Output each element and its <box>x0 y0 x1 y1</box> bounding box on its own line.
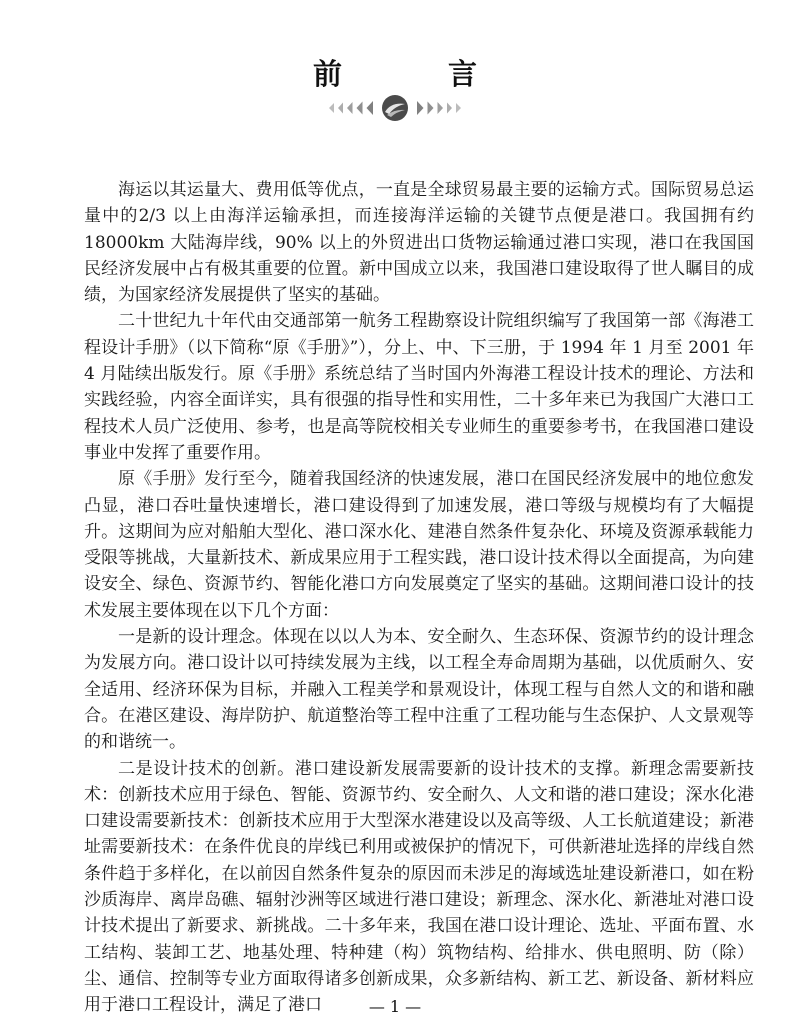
decorative-divider-icon <box>325 94 465 122</box>
page-number: — 1 — <box>368 997 422 1016</box>
paragraph: 二十世纪九十年代由交通部第一航务工程勘察设计院组织编写了我国第一部《海港工程设计手册》（以下简称“原《手册》”），分上、中、下三册，于 1994 年 1 月至 2001 年 4 月陆续出版发行。原《手册》系统总结了当时国内外海港工程设计技术的理论、方法和实践经验，内容全面详实，具有很强的指导性和实用性，二十多年来已为我国广大港口工程技术人员广泛使用、参考，也是高等院校相关专业师生的重要参考书，在我国港口建设事业中发挥了重要作用。 <box>84 311 754 463</box>
page-title: 前 言 <box>312 57 526 91</box>
paragraph: 原《手册》发行至今，随着我国经济的快速发展，港口在国民经济发展中的地位愈发凸显，港口吞吐量快速增长，港口建设得到了加速发展，港口等级与规模均有了大幅提升。这期间为应对船舶大型化、港口深水化、建港自然条件复杂化、环境及资源承载能力受限等挑战，大量新技术、新成果应用于工程实践，港口设计技术得以全面提高，为向建设安全、绿色、资源节约、智能化港口方向发展奠定了坚实的基础。这期间港口设计的技术发展主要体现在以下几个方面： <box>84 469 754 621</box>
paragraph: 一是新的设计理念。体现在以以人为本、安全耐久、生态环保、资源节约的设计理念为发展方向。港口设计以可持续发展为主线，以工程全寿命周期为基础，以优质耐久、安全适用、经济环保为目标，并融入工程美学和景观设计，体现工程与自然人文的和谐和融合。在港区建设、海岸防护、航道整治等工程中注重了工程功能与生态保护、人文景观等的和谐统一。 <box>84 627 754 753</box>
preface-body <box>84 177 754 1019</box>
paragraph: 二是设计技术的创新。港口建设新发展需要新的设计技术的支撑。新理念需要新技术：创新技术应用于绿色、智能、资源节约、安全耐久、人文和谐的港口建设；深水化港口建设需要新技术：创新技术应用于大型深水港建设以及高等级、人工长航道建设；新港址需要新技术：在条件优良的岸线已利用或被保护的情况下，可供新港址选择的岸线自然条件趋于多样化，在以前因自然条件复杂的原因而未涉足的海域选址建设新港口，如在粉沙质海岸、离岸岛礁、辐射沙洲等区域进行港口建设；新理念、深水化、新港址对港口设计技术提出了新要求、新挑战。二十多年来，我国在港口设计理论、选址、平面布置、水工结构、装卸工艺、地基处理、特种建（构）筑物结构、给排水、供电照明、防（除）尘、通信、控制等专业方面取得诸多创新成果，众多新结构、新工艺、新设备、新材料应用于港口工程设计，满足了港口 <box>84 758 754 1016</box>
paragraph: 海运以其运量大、费用低等优点，一直是全球贸易最主要的运输方式。国际贸易总运量中的2/3 以上由海洋运输承担，而连接海洋运输的关键节点便是港口。我国拥有约 18000km 大陆海岸线，90% 以上的外贸进出口货物运输通过港口实现，港口在我国国民经济发展中占有极其重要的位置。新中国成立以来，我国港口建设取得了世人瞩目的成绩，为国家经济发展提供了坚实的基础。 <box>84 180 754 306</box>
